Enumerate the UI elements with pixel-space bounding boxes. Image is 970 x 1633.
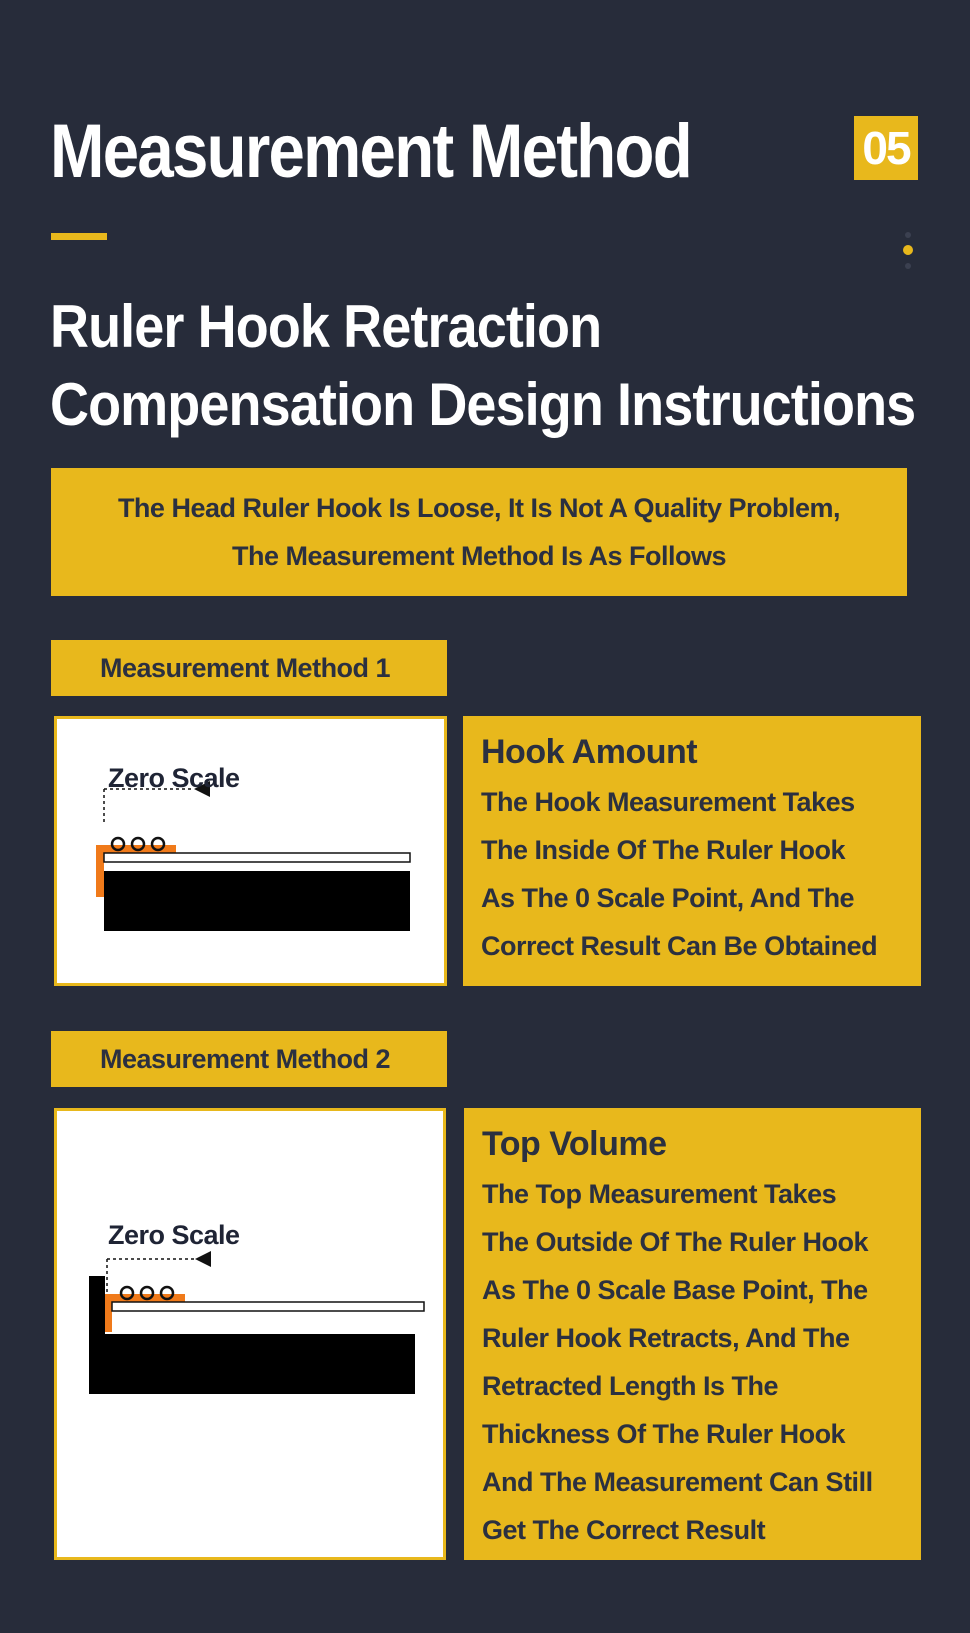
pager-dot[interactable] — [905, 263, 911, 269]
tape-blade-icon — [112, 1302, 424, 1311]
method-2-title: Top Volume — [482, 1125, 667, 1163]
method-2-line: And The Measurement Can Still — [482, 1467, 873, 1497]
method-1-label: Measurement Method 1 — [51, 640, 447, 696]
pager-dot-active[interactable] — [903, 245, 913, 255]
zero-scale-label: Zero Scale — [108, 1220, 240, 1250]
top-volume-diagram — [57, 1111, 443, 1557]
method-1-line: The Hook Measurement Takes — [481, 787, 855, 817]
title-underline — [51, 233, 107, 240]
method-2-line: As The 0 Scale Base Point, The — [482, 1275, 868, 1305]
method-2-label: Measurement Method 2 — [51, 1031, 447, 1087]
method-2-diagram — [54, 1108, 446, 1560]
method-2-line: The Outside Of The Ruler Hook — [482, 1227, 869, 1257]
section-number-badge: 05 — [854, 116, 918, 180]
method-2-line: Get The Correct Result — [482, 1515, 766, 1545]
method-1-info — [463, 716, 921, 986]
pager-dot[interactable] — [905, 232, 911, 238]
measured-block-icon — [104, 871, 410, 931]
subtitle-line-2: Compensation Design Instructions — [50, 371, 916, 438]
method-1-line: As The 0 Scale Point, And The — [481, 883, 855, 913]
method-2-line: Retracted Length Is The — [482, 1371, 779, 1401]
wall-icon — [89, 1276, 105, 1394]
method-1-title: Hook Amount — [481, 733, 698, 771]
notice-line-1: The Head Ruler Hook Is Loose, It Is Not A Quality Problem, — [117, 493, 841, 523]
notice-line-2: The Measurement Method Is As Follows — [231, 541, 727, 571]
method-1-diagram — [54, 716, 447, 986]
measured-block-icon — [105, 1334, 415, 1394]
tape-blade-icon — [104, 853, 410, 862]
method-2-line: The Top Measurement Takes — [482, 1179, 837, 1209]
method-2-info — [464, 1108, 921, 1560]
method-1-line: The Inside Of The Ruler Hook — [481, 835, 846, 865]
zero-arrow-icon — [195, 1251, 211, 1267]
method-1-line: Correct Result Can Be Obtained — [481, 931, 878, 961]
zero-scale-label: Zero Scale — [108, 763, 240, 793]
section-subtitle — [50, 288, 915, 444]
notice-box — [51, 468, 907, 596]
hook-amount-diagram — [57, 719, 444, 983]
subtitle-line-1: Ruler Hook Retraction — [50, 293, 602, 360]
page-title: Measurement Method — [50, 109, 691, 194]
method-2-line: Thickness Of The Ruler Hook — [482, 1419, 846, 1449]
method-2-line: Ruler Hook Retracts, And The — [482, 1323, 850, 1353]
